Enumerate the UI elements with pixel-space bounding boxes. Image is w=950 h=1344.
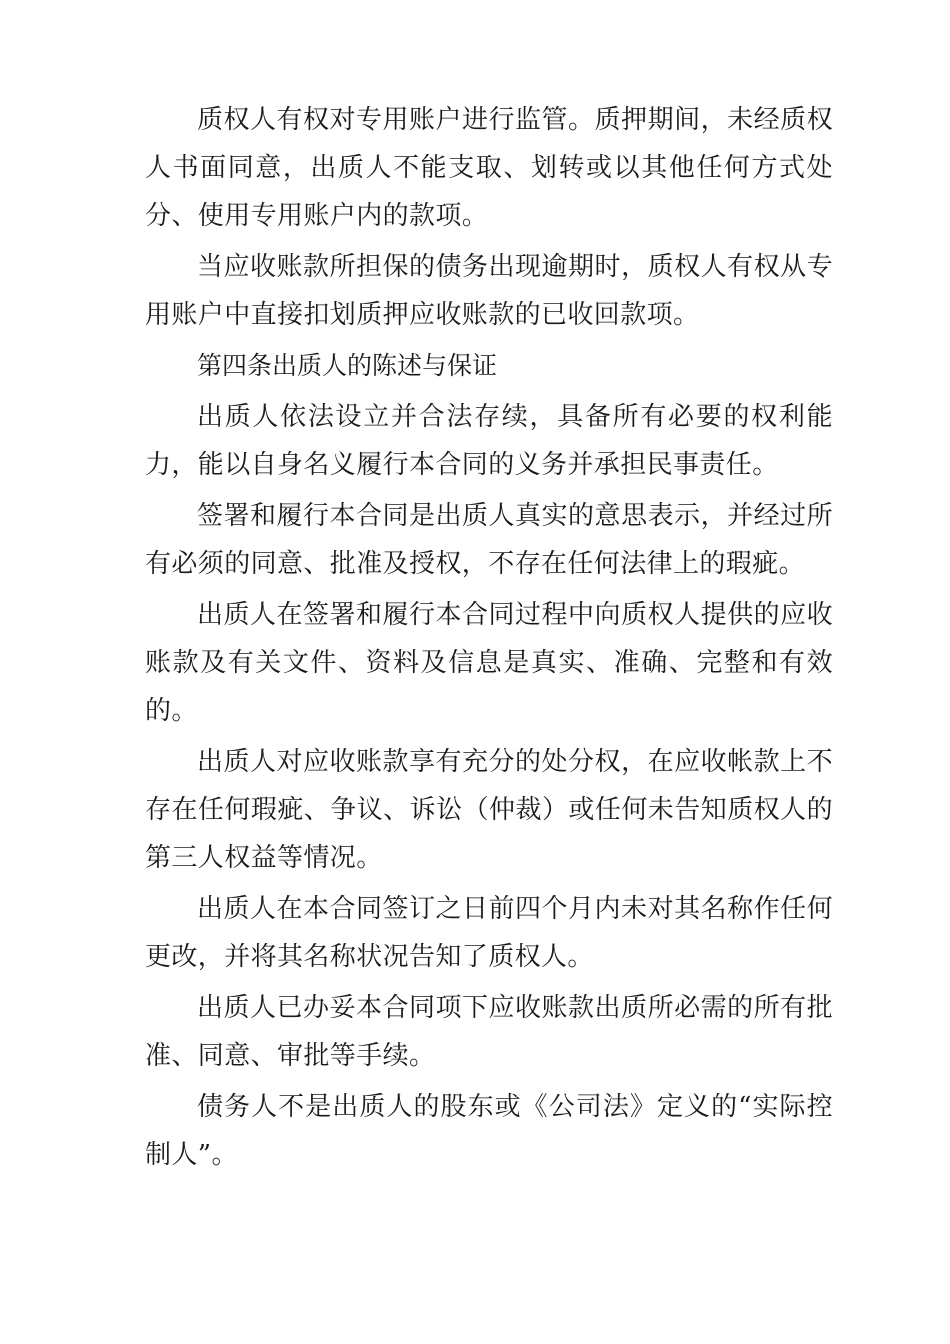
paragraph-information-accuracy: 出质人在签署和履行本合同过程中向质权人提供的应收账款及有关文件、资料及信息是真实、准确、完整和有效的。 [145, 600, 833, 726]
paragraph-account-supervision: 质权人有权对专用账户进行监管。质押期间，未经质权人书面同意，出质人不能支取、划转或以其他任何方式处分、使用专用账户内的款项。 [145, 105, 833, 231]
section-heading-article-4: 第四条出质人的陈述与保证 [197, 351, 498, 380]
paragraph-overdue-deduction: 当应收账款所担保的债务出现逾期时，质权人有权从专用账户中直接扣划质押应收账款的已收回款项。 [145, 252, 833, 330]
paragraph-signing-authorization: 签署和履行本合同是出质人真实的意思表示，并经过所有必须的同意、批准及授权，不存在任何法律上的瑕疵。 [145, 501, 833, 579]
paragraph-debtor-status: 债务人不是出质人的股东或《公司法》定义的“实际控制人”。 [145, 1092, 833, 1170]
paragraph-legal-existence: 出质人依法设立并合法存续，具备所有必要的权利能力，能以自身名义履行本合同的义务并承担民事责任。 [145, 402, 833, 480]
document-body [145, 96, 833, 1182]
paragraph-name-change: 出质人在本合同签订之日前四个月内未对其名称作任何更改，并将其名称状况告知了质权人。 [145, 894, 833, 972]
paragraph-approvals: 出质人已办妥本合同项下应收账款出质所必需的所有批准、同意、审批等手续。 [145, 993, 833, 1071]
paragraph-disposal-right: 出质人对应收账款享有充分的处分权，在应收帐款上不存在任何瑕疵、争议、诉讼（仲裁）或任何未告知质权人的第三人权益等情况。 [145, 747, 833, 873]
